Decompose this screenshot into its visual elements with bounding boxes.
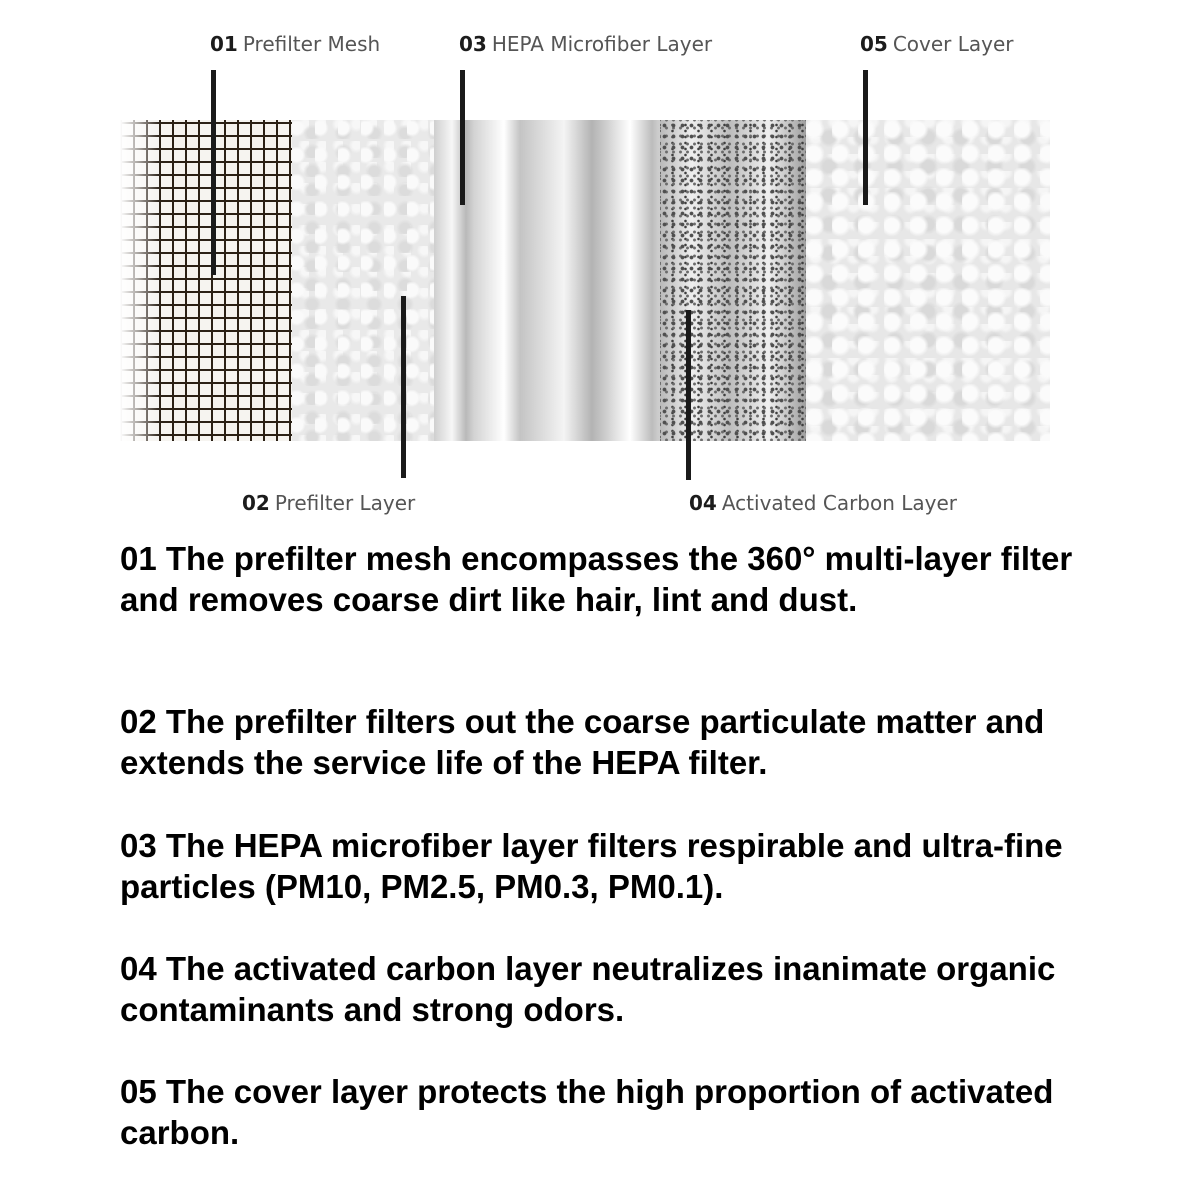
- callout-label: Activated Carbon Layer: [721, 491, 958, 515]
- callout-activated-carbon-layer: [689, 491, 957, 515]
- callout-number: 03: [459, 32, 487, 56]
- description-cover-layer: 05 The cover layer protects the high proportion of activated carbon.: [120, 1073, 1054, 1151]
- cover-layer: [806, 120, 1050, 441]
- prefilter-layer: [292, 120, 434, 441]
- callout-number: 02: [242, 491, 270, 515]
- leader-line-prefilter-mesh: [211, 70, 216, 275]
- leader-line-prefilter-layer: [401, 296, 406, 478]
- callout-number: 01: [210, 32, 238, 56]
- description-prefilter-mesh: 01 The prefilter mesh encompasses the 360° multi-layer filter and removes coarse dirt like hair, lint and dust.: [120, 540, 1073, 618]
- callout-label: Cover Layer: [892, 32, 1014, 56]
- callout-prefilter-mesh: [210, 32, 380, 56]
- callout-label: HEPA Microfiber Layer: [491, 32, 713, 56]
- filter-layers-illustration: [120, 120, 1050, 441]
- callout-prefilter-layer: [242, 491, 415, 515]
- leader-line-activated-carbon: [686, 310, 691, 480]
- leader-line-cover-layer: [863, 70, 868, 205]
- callout-hepa-microfiber-layer: [459, 32, 712, 56]
- callout-number: 05: [860, 32, 888, 56]
- leader-line-hepa-microfiber: [460, 70, 465, 205]
- callout-label: Prefilter Mesh: [242, 32, 381, 56]
- description-hepa-microfiber-layer: 03 The HEPA microfiber layer filters respirable and ultra-fine particles (PM10, PM2.5, PM0.3, PM0.1).: [120, 827, 1063, 905]
- callout-number: 04: [689, 491, 717, 515]
- callout-cover-layer: [860, 32, 1014, 56]
- description-activated-carbon-layer: 04 The activated carbon layer neutralizes inanimate organic contaminants and strong odors.: [120, 950, 1056, 1028]
- callout-label: Prefilter Layer: [274, 491, 416, 515]
- activated-carbon-layer: [660, 120, 806, 441]
- mesh-edge-fade: [120, 120, 160, 441]
- description-prefilter-layer: 02 The prefilter filters out the coarse particulate matter and extends the service life of the HEPA filter.: [120, 703, 1045, 781]
